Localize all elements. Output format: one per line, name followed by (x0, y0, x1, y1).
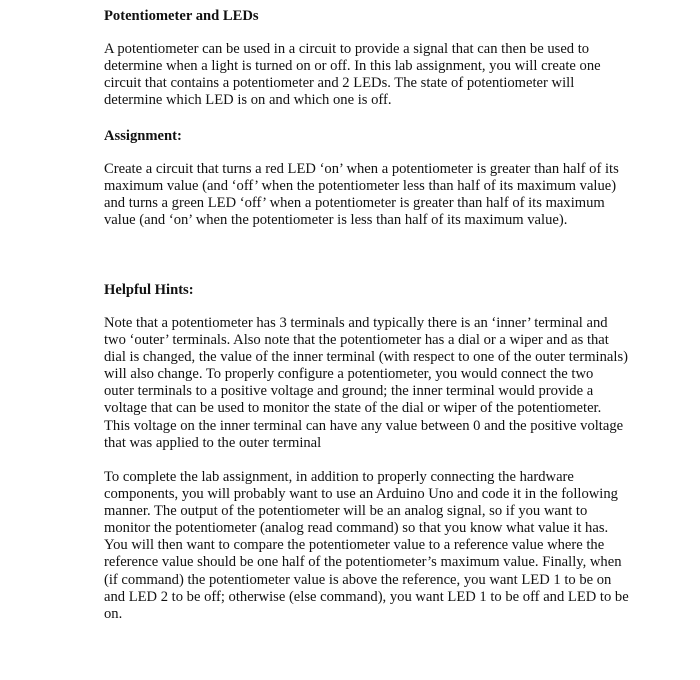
text-line: Note that a potentiometer has 3 terminals and typically there is an ‘inner’ terminal and (104, 315, 608, 331)
text-line: To complete the lab assignment, in addition to properly connecting the hardware (104, 469, 574, 485)
hints-paragraph-2 (104, 469, 629, 623)
intro-paragraph (104, 41, 601, 109)
text-line: that was applied to the outer terminal (104, 434, 322, 451)
text-line: outer terminals to a positive voltage and ground; the inner terminal would provide a (104, 383, 594, 400)
text-line: dial is changed, the value of the inner terminal (with respect to one of the outer terminals) (104, 349, 628, 366)
text-line: You will then want to compare the potentiometer value to a reference value where the (104, 537, 605, 554)
text-line: components, you will probably want to use an Arduino Uno and code it in the following (104, 486, 618, 503)
assignment-paragraph (104, 161, 619, 229)
hints-heading: Helpful Hints: (104, 282, 194, 298)
text-line: This voltage on the inner terminal can have any value between 0 and the positive voltage (104, 417, 624, 434)
text-line: (if command) the potentiometer value is above the reference, you want LED 1 to be on (104, 571, 612, 588)
text-line: monitor the potentiometer (analog read command) so that you know what value it has. (104, 520, 609, 537)
hints-paragraph-1 (104, 315, 628, 452)
text-line: determine when a light is turned on or off. In this lab assignment, you will create one (104, 58, 601, 75)
assignment-heading: Assignment: (104, 128, 182, 144)
text-line: and LED 2 to be off; otherwise (else command), you want LED 1 to be off and LED to be (104, 588, 629, 605)
text-line: value (and ‘on’ when the potentiometer is less than half of its maximum value). (104, 212, 568, 229)
text-line: Create a circuit that turns a red LED ‘on’ when a potentiometer is greater than half of its (104, 161, 619, 177)
page-title: Potentiometer and LEDs (104, 8, 259, 24)
text-line: will also change. To properly configure a potentiometer, you would connect the two (104, 366, 594, 383)
text-line: manner. The output of the potentiometer will be an analog signal, so if you want to (104, 503, 588, 520)
text-line: maximum value (and ‘off’ when the potentiometer less than half of its maximum value) (104, 178, 617, 195)
text-line: on. (104, 605, 123, 622)
text-line: determine which LED is on and which one is off. (104, 92, 392, 109)
text-line: two ‘outer’ terminals. Also note that the potentiometer has a dial or a wiper and as that (104, 332, 609, 349)
text-line: A potentiometer can be used in a circuit to provide a signal that can then be used to (104, 41, 590, 57)
text-line: reference value should be one half of the potentiometer’s maximum value. Finally, when (104, 554, 622, 571)
text-line: voltage that can be used to monitor the state of the dial or wiper of the potentiometer. (104, 400, 602, 417)
text-line: and turns a green LED ‘off’ when a potentiometer is greater than half of its maximum (104, 195, 605, 212)
text-line: circuit that contains a potentiometer and 2 LEDs. The state of potentiometer will (104, 75, 575, 92)
